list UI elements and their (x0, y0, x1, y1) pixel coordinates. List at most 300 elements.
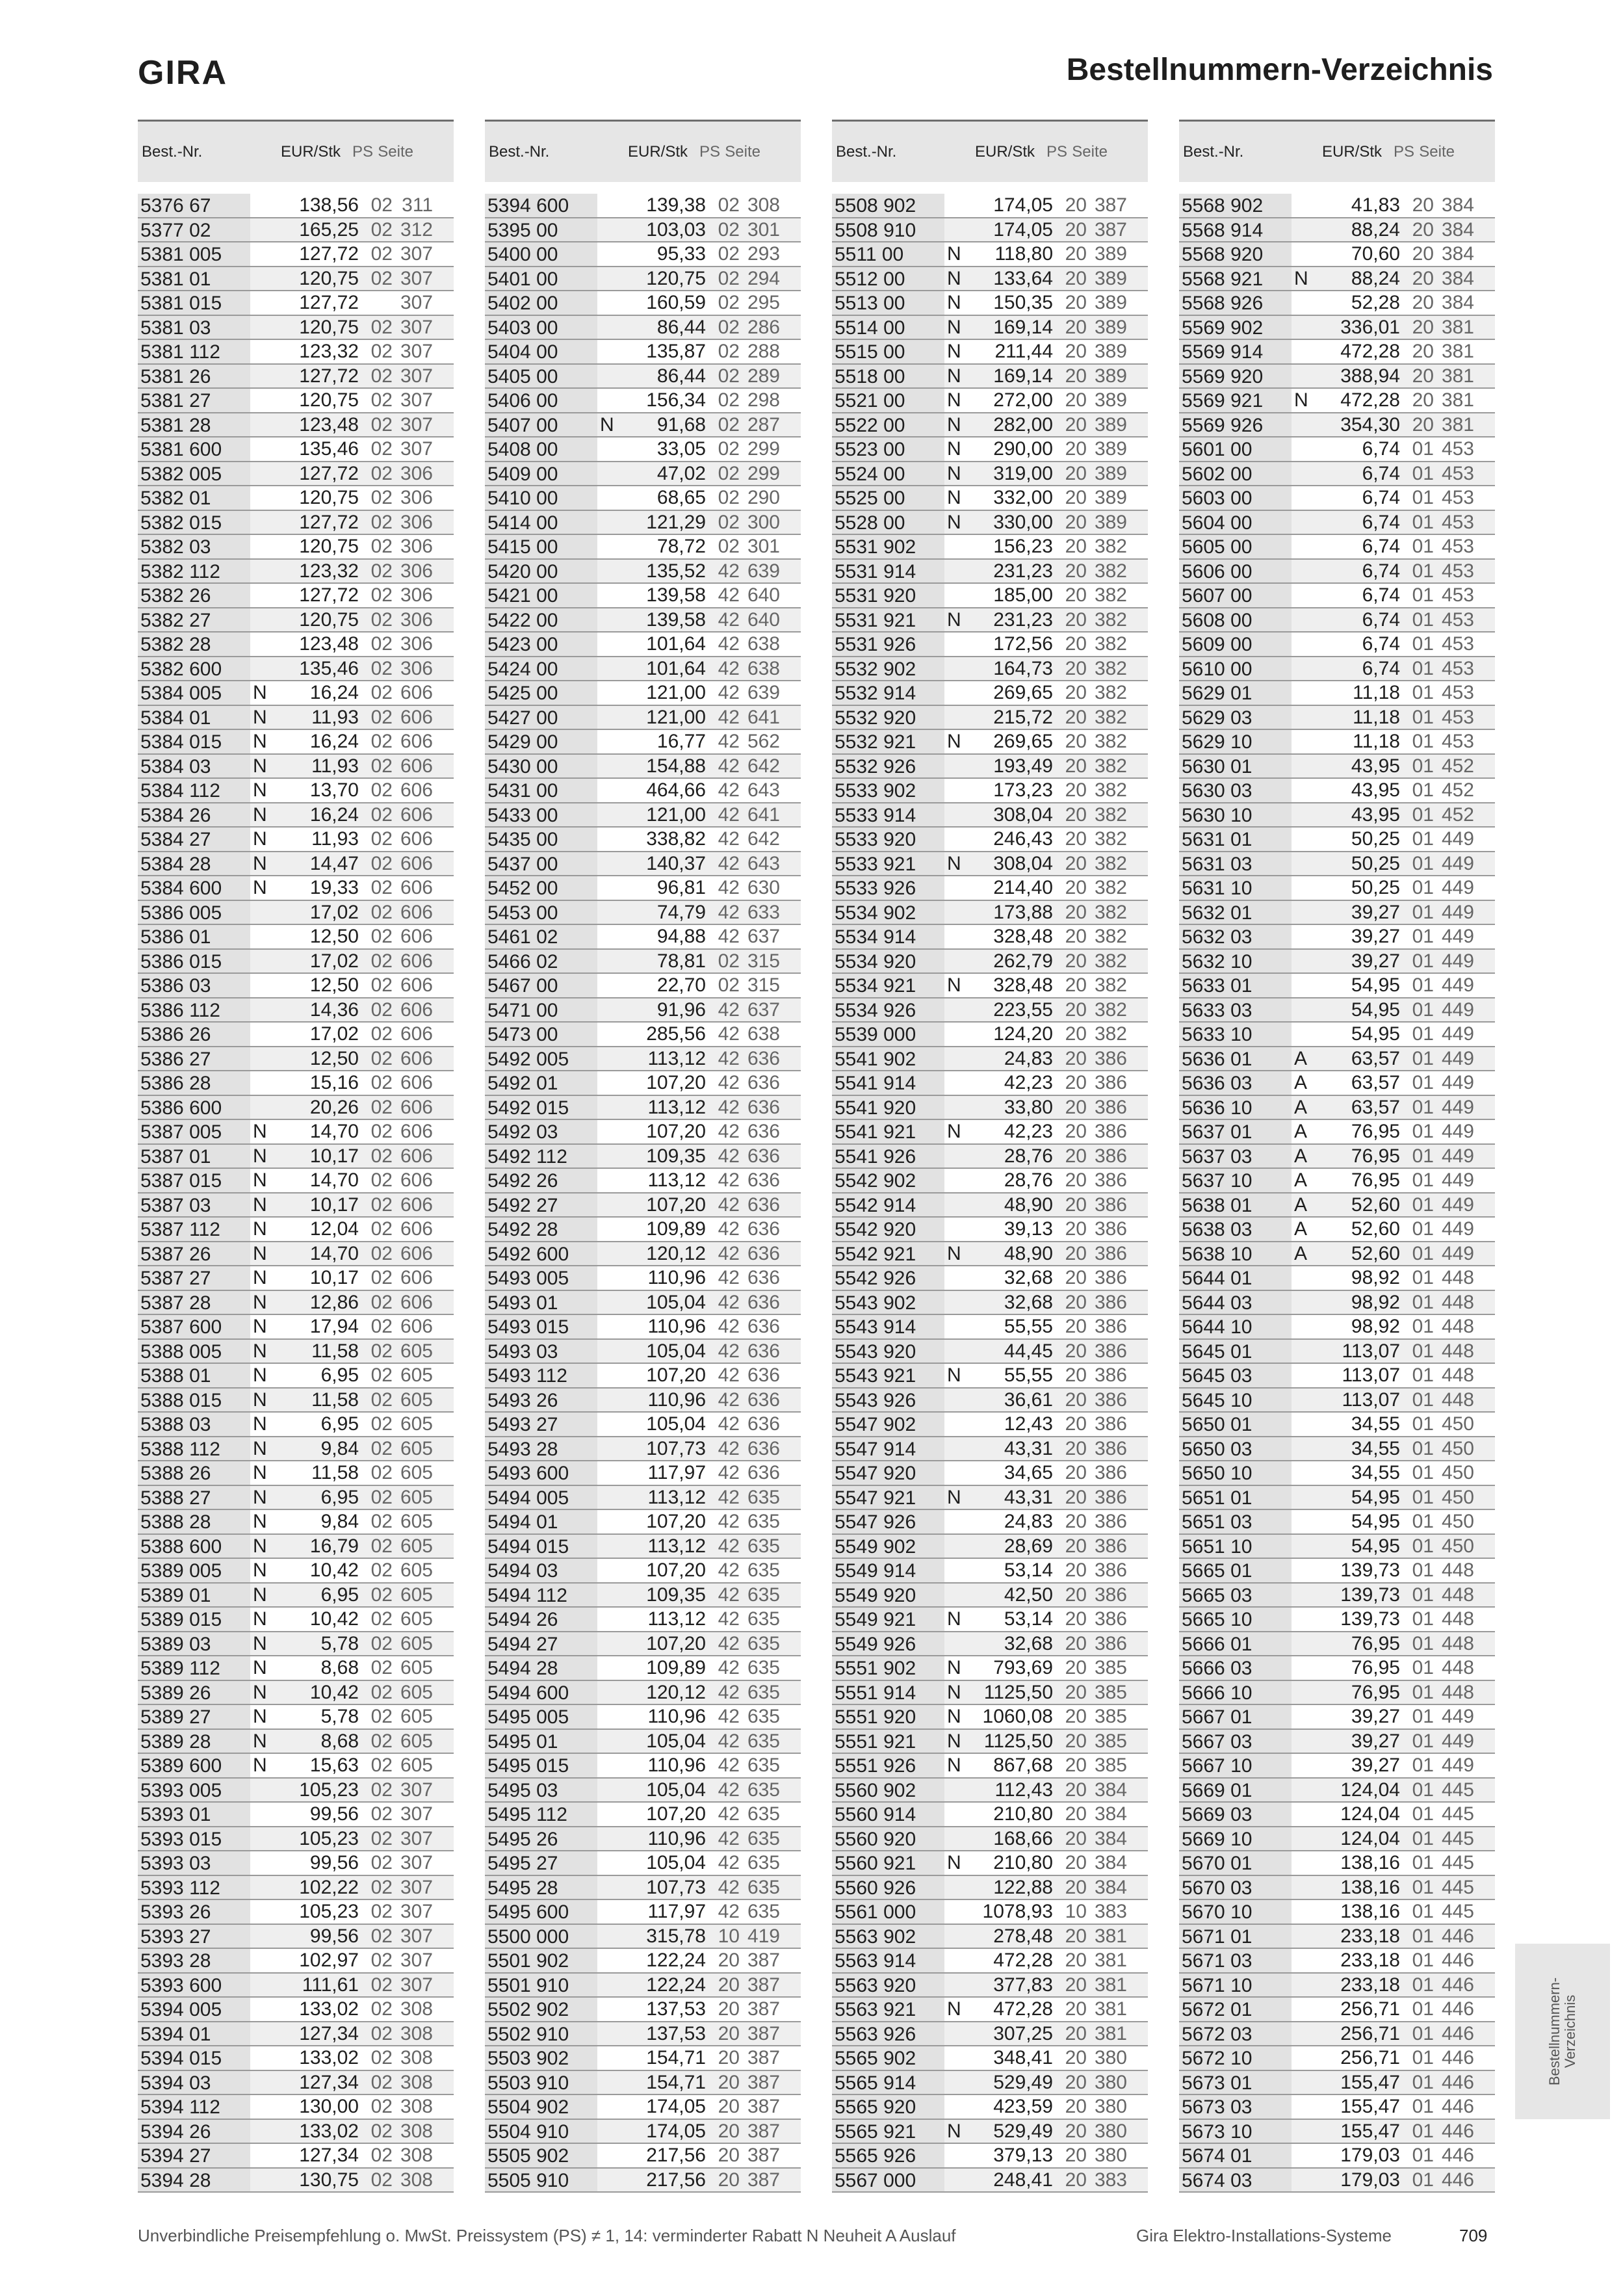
status-flag: N (253, 731, 267, 752)
status-flag: N (253, 1608, 267, 1630)
price-system: 01 (1412, 1974, 1434, 1996)
order-number: 5551 914 (832, 1681, 944, 1704)
price-system: 01 (1412, 1901, 1434, 1922)
catalog-page: 640 (747, 584, 780, 606)
table-row (485, 560, 801, 584)
catalog-page: 445 (1441, 1803, 1474, 1825)
price-system: 01 (1412, 1584, 1434, 1606)
order-number: 5560 926 (832, 1876, 944, 1899)
catalog-page: 386 (1094, 1316, 1127, 1337)
order-number: 5421 00 (485, 584, 597, 607)
price: 867,68 (993, 1755, 1053, 1776)
table-row (1179, 730, 1495, 755)
table-row (832, 1145, 1148, 1169)
order-number: 5495 01 (485, 1730, 597, 1753)
price-system: 42 (718, 1340, 740, 1362)
status-flag: N (947, 731, 961, 752)
order-number: 5386 01 (138, 925, 250, 948)
catalog-page: 606 (400, 682, 433, 703)
catalog-page: 606 (400, 706, 433, 728)
status-flag: N (253, 1316, 267, 1337)
status-flag: N (947, 1657, 961, 1678)
status-flag: A (1294, 1145, 1308, 1167)
order-number: 5503 902 (485, 2046, 597, 2070)
order-number: 5492 015 (485, 1096, 597, 1119)
price-system: 42 (718, 1364, 740, 1386)
table-row (832, 1364, 1148, 1389)
price-system: 02 (718, 341, 740, 362)
price: 120,75 (299, 316, 359, 338)
price-system: 02 (718, 243, 740, 265)
price-system: 20 (1412, 218, 1434, 241)
catalog-page: 382 (1094, 803, 1127, 826)
price-system: 01 (1412, 1096, 1434, 1118)
table-row (485, 1510, 801, 1535)
table-row (485, 1876, 801, 1901)
price: 105,04 (646, 1730, 706, 1752)
table-row (485, 1486, 801, 1511)
table-row (1179, 1340, 1495, 1364)
catalog-page: 605 (400, 1706, 433, 1727)
price: 107,20 (646, 1072, 706, 1093)
price: 472,28 (993, 1950, 1053, 1971)
price-system: 01 (1412, 1291, 1434, 1313)
price: 233,18 (1340, 1974, 1400, 1996)
order-number: 5534 920 (832, 950, 944, 973)
catalog-page: 382 (1094, 731, 1127, 752)
table-row (138, 511, 454, 536)
table-row (832, 950, 1148, 974)
price-table-column (138, 120, 454, 2193)
order-number: 5542 920 (832, 1218, 944, 1241)
price-system: 01 (1412, 1925, 1434, 1947)
price-system: 42 (718, 731, 740, 752)
order-number: 5674 03 (1179, 2169, 1292, 2192)
price: 121,00 (646, 706, 706, 728)
catalog-page: 449 (1441, 1242, 1474, 1264)
price-system: 42 (718, 1462, 740, 1483)
price-system: 42 (718, 852, 740, 874)
price-system: 01 (1412, 2071, 1434, 2093)
table-row (832, 486, 1148, 511)
price: 43,95 (1351, 803, 1400, 826)
price-system: 02 (370, 1413, 393, 1435)
catalog-page: 635 (747, 1657, 780, 1678)
price: 124,04 (1340, 1779, 1400, 1801)
price-system: 42 (718, 1730, 740, 1752)
table-row (485, 437, 801, 462)
price: 109,89 (646, 1657, 706, 1678)
header-page: Seite (1419, 142, 1455, 161)
price: 174,05 (646, 2096, 706, 2117)
header-price: EUR/Stk (280, 142, 341, 161)
price-system: 02 (370, 1706, 393, 1727)
price: 124,04 (1340, 1803, 1400, 1825)
table-row (1179, 876, 1495, 901)
table-row (1179, 1656, 1495, 1681)
order-number: 5493 600 (485, 1461, 597, 1485)
table-row (832, 1974, 1148, 1998)
table-row (138, 2022, 454, 2047)
table-row (485, 657, 801, 682)
price: 98,92 (1351, 1291, 1400, 1313)
order-number: 5382 03 (138, 535, 250, 558)
price-system: 01 (1412, 1364, 1434, 1386)
price: 78,81 (656, 950, 706, 972)
catalog-page: 452 (1441, 779, 1474, 801)
order-number: 5568 914 (1179, 218, 1292, 242)
status-flag: N (253, 1462, 267, 1483)
order-number: 5534 926 (832, 998, 944, 1022)
order-number: 5384 01 (138, 706, 250, 729)
price: 123,32 (299, 560, 359, 582)
table-row (138, 1584, 454, 1608)
catalog-page: 387 (1094, 194, 1127, 216)
catalog-page: 636 (747, 1267, 780, 1288)
catalog-page: 636 (747, 1291, 780, 1313)
price: 10,17 (309, 1194, 359, 1216)
order-number: 5531 926 (832, 633, 944, 656)
order-number: 5533 921 (832, 852, 944, 876)
price-system: 20 (1065, 462, 1087, 484)
price: 6,95 (320, 1486, 359, 1508)
price-system: 01 (1412, 1462, 1434, 1483)
status-flag: N (947, 608, 961, 631)
order-number: 5543 921 (832, 1364, 944, 1387)
order-number: 5547 920 (832, 1461, 944, 1485)
table-body (138, 194, 454, 2193)
price-system: 02 (370, 365, 393, 387)
price: 109,89 (646, 1218, 706, 1240)
order-number: 5386 015 (138, 950, 250, 973)
table-row (832, 1705, 1148, 1730)
order-number: 5381 01 (138, 267, 250, 291)
catalog-page: 636 (747, 1316, 780, 1337)
catalog-page: 605 (400, 1511, 433, 1532)
table-row (832, 1779, 1148, 1803)
catalog-page: 446 (1441, 2145, 1474, 2166)
table-row (832, 1754, 1148, 1779)
catalog-page: 606 (400, 731, 433, 752)
order-number: 5568 926 (1179, 291, 1292, 315)
table-row (832, 925, 1148, 950)
table-row (138, 1608, 454, 1632)
table-row (832, 437, 1148, 462)
status-flag: N (253, 1632, 267, 1654)
order-number: 5528 00 (832, 511, 944, 534)
price: 137,53 (646, 1998, 706, 2020)
price-system: 20 (1065, 1364, 1087, 1386)
catalog-page: 606 (400, 1121, 433, 1142)
status-flag: N (947, 1681, 961, 1703)
catalog-page: 606 (400, 828, 433, 850)
price-system: 20 (1065, 1657, 1087, 1678)
order-number: 5394 112 (138, 2095, 250, 2119)
table-row (485, 1437, 801, 1462)
table-row (138, 1974, 454, 1998)
catalog-page: 450 (1441, 1486, 1474, 1508)
table-row (485, 1584, 801, 1608)
price: 34,55 (1351, 1462, 1400, 1483)
price: 214,40 (993, 877, 1053, 898)
order-number: 5420 00 (485, 560, 597, 583)
order-number: 5673 01 (1179, 2071, 1292, 2094)
order-number: 5511 00 (832, 242, 944, 266)
price-system: 20 (1065, 1730, 1087, 1752)
table-row (138, 584, 454, 608)
price: 172,56 (993, 633, 1053, 655)
price: 6,95 (320, 1413, 359, 1435)
catalog-page: 606 (400, 926, 433, 947)
catalog-page: 389 (1094, 438, 1127, 460)
price: 113,07 (1342, 1340, 1400, 1362)
table-row (138, 706, 454, 731)
catalog-page: 635 (747, 1803, 780, 1825)
order-number: 5542 921 (832, 1242, 944, 1266)
price-system: 42 (718, 1413, 740, 1435)
table-row (138, 267, 454, 292)
price: 117,97 (647, 1462, 706, 1483)
price: 11,93 (311, 706, 359, 728)
price: 5,78 (320, 1706, 359, 1727)
order-number: 5637 10 (1179, 1169, 1292, 1192)
catalog-page: 307 (400, 1803, 433, 1825)
order-number: 5633 03 (1179, 998, 1292, 1022)
status-flag: N (253, 1194, 267, 1216)
price: 529,49 (993, 2120, 1053, 2142)
catalog-page: 387 (747, 1998, 780, 2020)
table-row (832, 1096, 1148, 1121)
catalog-page: 449 (1441, 1755, 1474, 1776)
price-system: 02 (370, 1779, 393, 1801)
price-system: 01 (1412, 731, 1434, 752)
catalog-page: 448 (1441, 1291, 1474, 1313)
table-row (832, 511, 1148, 536)
price-system: 20 (1065, 1925, 1087, 1947)
table-row (485, 1705, 801, 1730)
price: 248,41 (993, 2169, 1053, 2191)
table-row (832, 1656, 1148, 1681)
table-row (138, 1510, 454, 1535)
price-system: 20 (718, 2120, 740, 2142)
table-row (485, 852, 801, 877)
status-flag: N (253, 1242, 267, 1264)
price: 133,02 (299, 1998, 359, 2020)
order-number: 5565 921 (832, 2120, 944, 2143)
order-number: 5386 28 (138, 1071, 250, 1095)
catalog-page: 449 (1441, 828, 1474, 850)
order-number: 5636 10 (1179, 1096, 1292, 1119)
price: 120,12 (646, 1681, 706, 1703)
price-system: 20 (1065, 536, 1087, 557)
price: 105,23 (299, 1901, 359, 1922)
price-system: 20 (1065, 731, 1087, 752)
order-number: 5394 005 (138, 1998, 250, 2021)
price-system: 01 (1412, 1169, 1434, 1191)
order-number: 5539 000 (832, 1023, 944, 1046)
price: 122,24 (646, 1950, 706, 1971)
catalog-page: 635 (747, 1755, 780, 1776)
table-row (485, 340, 801, 365)
order-number: 5389 005 (138, 1559, 250, 1582)
price-system: 02 (370, 1608, 393, 1630)
order-number: 5563 921 (832, 1998, 944, 2021)
order-number: 5387 112 (138, 1218, 250, 1241)
table-row (832, 779, 1148, 803)
price-system: 42 (718, 584, 740, 606)
price-system: 01 (1412, 2047, 1434, 2068)
price-system: 20 (1065, 1291, 1087, 1313)
price-system: 42 (718, 1852, 740, 1873)
price: 11,58 (311, 1389, 359, 1411)
price: 138,56 (299, 194, 359, 216)
price-system: 01 (1412, 1706, 1434, 1727)
price-system: 02 (370, 1023, 393, 1045)
price-system: 20 (1065, 292, 1087, 313)
order-number: 5603 00 (1179, 486, 1292, 510)
catalog-page: 308 (400, 2096, 433, 2117)
price: 139,73 (1340, 1559, 1400, 1581)
price-system: 42 (718, 1316, 740, 1337)
catalog-page: 308 (400, 2071, 433, 2093)
table-row (1179, 218, 1495, 243)
catalog-page: 449 (1441, 877, 1474, 898)
price: 54,95 (1351, 1023, 1400, 1045)
price: 41,83 (1351, 194, 1400, 216)
price: 112,43 (994, 1779, 1053, 1801)
catalog-page: 381 (1094, 1974, 1127, 1996)
catalog-page: 449 (1441, 1023, 1474, 1045)
catalog-page: 307 (400, 1852, 433, 1873)
table-row (1179, 365, 1495, 389)
price: 105,04 (646, 1852, 706, 1873)
price: 307,25 (993, 2022, 1053, 2044)
table-row (138, 1169, 454, 1194)
table-row (832, 1559, 1148, 1584)
catalog-page: 386 (1094, 1096, 1127, 1118)
catalog-page: 382 (1094, 852, 1127, 874)
price-system: 20 (1065, 511, 1087, 533)
catalog-page: 446 (1441, 1950, 1474, 1971)
order-number: 5494 112 (485, 1584, 597, 1607)
order-number: 5523 00 (832, 437, 944, 461)
price: 48,90 (1004, 1194, 1053, 1216)
catalog-page: 446 (1441, 2169, 1474, 2191)
price-system: 42 (718, 633, 740, 655)
price: 120,12 (646, 1242, 706, 1264)
section-tab-label: Bestellnummern- Verzeichnis (1546, 1977, 1578, 2086)
catalog-page: 306 (400, 633, 433, 655)
price-system: 02 (370, 779, 393, 801)
price: 14,70 (309, 1242, 359, 1264)
catalog-page: 448 (1441, 1632, 1474, 1654)
order-number: 5531 902 (832, 535, 944, 558)
price-system: 01 (1412, 779, 1434, 801)
price: 118,80 (994, 243, 1053, 265)
price-system: 02 (370, 1901, 393, 1922)
price-system: 02 (370, 1340, 393, 1362)
catalog-page: 293 (747, 243, 780, 265)
catalog-page: 452 (1441, 755, 1474, 777)
price: 185,00 (993, 584, 1053, 606)
catalog-page: 446 (1441, 2096, 1474, 2117)
table-row (832, 218, 1148, 243)
order-number: 5651 10 (1179, 1535, 1292, 1558)
price-system: 20 (1065, 1755, 1087, 1776)
table-row (138, 1754, 454, 1779)
catalog-page: 380 (1094, 2071, 1127, 2093)
order-number: 5494 27 (485, 1632, 597, 1656)
table-row (485, 462, 801, 487)
table-row (138, 1120, 454, 1145)
table-row (1179, 2022, 1495, 2047)
order-number: 5389 26 (138, 1681, 250, 1704)
status-flag: N (947, 1486, 961, 1508)
price-system: 02 (370, 1998, 393, 2020)
catalog-page: 637 (747, 998, 780, 1021)
catalog-page: 389 (1094, 389, 1127, 411)
order-number: 5382 015 (138, 511, 250, 534)
catalog-page: 381 (1094, 1950, 1127, 1971)
catalog-page: 295 (747, 292, 780, 313)
price-system: 42 (718, 1559, 740, 1581)
price: 150,35 (993, 292, 1053, 313)
price-system: 02 (370, 413, 393, 436)
catalog-page: 382 (1094, 779, 1127, 801)
price: 139,73 (1340, 1584, 1400, 1606)
price-system: 01 (1412, 1535, 1434, 1557)
price-system: 20 (1065, 803, 1087, 826)
catalog-page: 449 (1441, 852, 1474, 874)
price-system: 02 (370, 1632, 393, 1654)
table-row (485, 1266, 801, 1291)
price: 332,00 (993, 487, 1053, 508)
price: 139,58 (646, 584, 706, 606)
header-price-system: PS (1046, 142, 1067, 161)
table-row (832, 1803, 1148, 1827)
order-number: 5541 914 (832, 1071, 944, 1095)
table-row (485, 1242, 801, 1267)
catalog-page: 635 (747, 1584, 780, 1606)
table-row (138, 1194, 454, 1218)
table-row (1179, 950, 1495, 974)
price-system: 02 (370, 1194, 393, 1216)
price-system: 02 (370, 1755, 393, 1776)
price: 113,07 (1342, 1364, 1400, 1386)
section-tab[interactable] (1515, 1944, 1610, 2119)
table-row (1179, 706, 1495, 731)
table-row (832, 2144, 1148, 2169)
catalog-page: 635 (747, 1486, 780, 1508)
price: 14,47 (309, 852, 359, 874)
table-row (138, 486, 454, 511)
table-row (485, 242, 801, 267)
order-number: 5389 015 (138, 1608, 250, 1631)
order-number: 5437 00 (485, 852, 597, 876)
status-flag: N (253, 1413, 267, 1435)
price-system: 02 (370, 1876, 393, 1898)
catalog-page: 382 (1094, 584, 1127, 606)
order-number: 5393 27 (138, 1925, 250, 1948)
order-number: 5547 926 (832, 1510, 944, 1533)
catalog-page: 308 (400, 1998, 433, 2020)
table-row (832, 1023, 1148, 1047)
price-system: 02 (370, 1145, 393, 1167)
order-number: 5384 26 (138, 803, 250, 827)
price-system: 20 (1065, 926, 1087, 947)
price: 154,71 (646, 2071, 706, 2093)
table-row (138, 998, 454, 1023)
